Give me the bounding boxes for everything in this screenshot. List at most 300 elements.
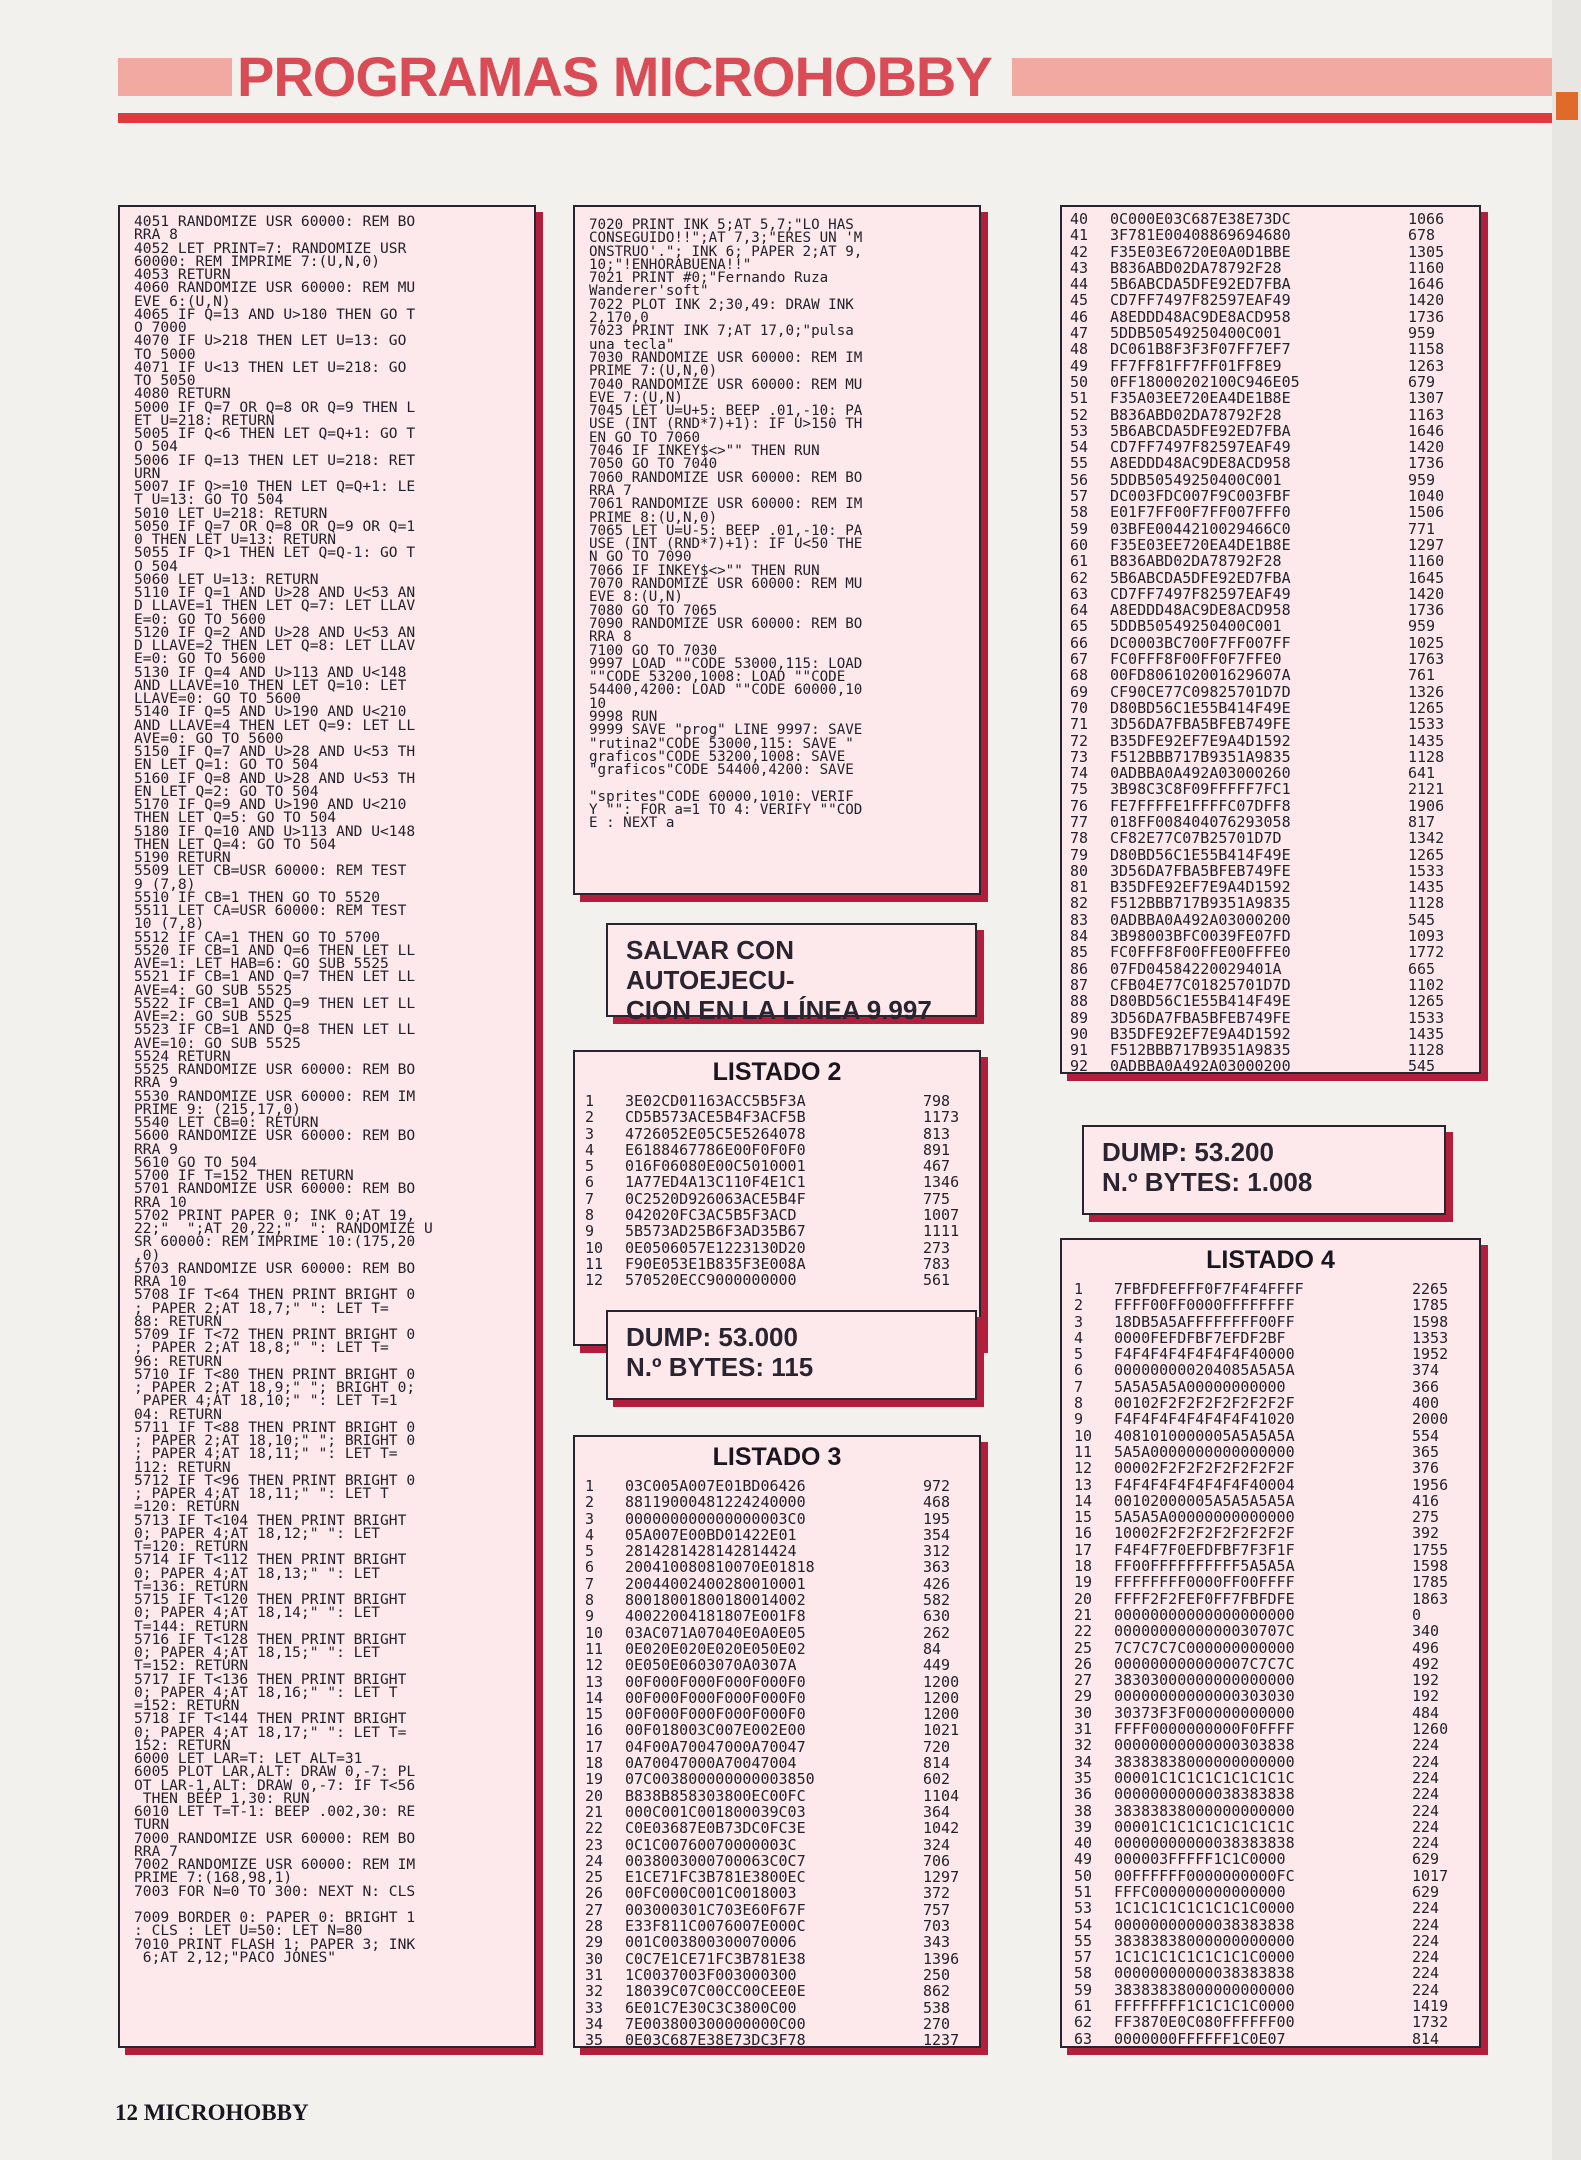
hex-data: 07C003800000000003850 (625, 1770, 815, 1789)
code-line: 0; PAPER 4;AT 18,16;" ": LET T (134, 1683, 398, 1701)
hex-data: 20044002400280010001 (625, 1574, 806, 1593)
hex-data: FFFF00FF0000FFFFFFFF (1114, 1296, 1295, 1315)
code-line: 7023 PRINT INK 7;AT 17,0;"pulsa (589, 323, 854, 340)
hex-data: 30373F3F000000000000 (1114, 1703, 1295, 1722)
line-number: 67 (1070, 650, 1089, 669)
checksum: 224 (1412, 1834, 1440, 1853)
code-line: 5708 IF T<64 THEN PRINT BRIGHT 0 (134, 1286, 416, 1304)
line-number: 16 (585, 1721, 604, 1740)
hex-data: F90E053E1B835F3E008A (625, 1254, 806, 1273)
hex-row (1074, 1493, 1448, 1509)
hex-data: 5B6ABCDA5DFE92ED7FBA (1110, 568, 1291, 587)
hex-row (585, 1223, 959, 1239)
listado-4-panel (1060, 1238, 1481, 2048)
checksum: 224 (1412, 1817, 1440, 1836)
hex-data: 4726052E05C5E5264078 (625, 1124, 806, 1143)
code-line: 5050 IF Q=7 OR Q=8 OR Q=9 OR Q=1 (134, 517, 416, 535)
hex-row (1070, 260, 1444, 276)
line-number: 1 (585, 1092, 595, 1110)
hex-row (1070, 847, 1444, 863)
line-number: 63 (1074, 2029, 1093, 2048)
hex-data: 5B6ABCDA5DFE92ED7FBA (1110, 421, 1291, 440)
hex-data: 0C2520D926063ACE5B4F (625, 1189, 806, 1208)
checksum: 1173 (923, 1108, 960, 1127)
code-line: O 7000 (134, 319, 187, 336)
checksum: 1326 (1408, 682, 1445, 701)
hex-row (1070, 781, 1444, 797)
hex-data: 5A5A0000000000000000 (1114, 1442, 1295, 1461)
page-footer: 12 MICROHOBBY (115, 2100, 309, 2125)
code-line: EN LET Q=2: GO TO 504 (134, 782, 319, 800)
code-line: 7040 RANDOMIZE USR 60000: REM MU (589, 376, 863, 393)
hex-data: F512BBB717B9351A9835 (1110, 894, 1291, 913)
code-line: 04: RETURN (134, 1405, 222, 1423)
code-line: RRA 7 (134, 1842, 178, 1860)
hex-row (1070, 1042, 1444, 1058)
checksum (1412, 2047, 1448, 2048)
hex-data: 000000000204085A5A5A (1114, 1361, 1295, 1380)
code-line: 5521 IF CB=1 AND Q=7 THEN LET LL (134, 968, 416, 986)
line-number: 2 (585, 1493, 595, 1512)
hex-data: F35E03E6720E0A0D1BBE (1110, 242, 1291, 261)
line-number: 12 (585, 1271, 604, 1290)
line-number: 51 (1074, 1882, 1093, 1901)
code-line: 5510 IF CB=1 THEN GO TO 5520 (134, 888, 381, 906)
hex-row (1070, 635, 1444, 651)
line-number: 83 (1070, 910, 1089, 929)
checksum: 545 (1408, 1057, 1436, 1074)
hex-row (585, 1967, 959, 1983)
code-line: 5530 RANDOMIZE USR 60000: REM IM (134, 1087, 416, 1105)
line-number: 34 (585, 2014, 604, 2033)
hex-data: 5DDB50549250400C001 (1110, 470, 1282, 489)
hex-data: CF82E77C07B25701D7D (1110, 829, 1282, 848)
hex-data: 3F781E00408869694680 (1110, 226, 1291, 245)
checksum: 1265 (1408, 698, 1445, 717)
hex-data: 00F000F000F000F000F0 (625, 1705, 806, 1724)
hex-data: FFFC000000000000000 (1114, 1882, 1286, 1901)
hex-row (585, 1918, 959, 1934)
hex-data: 00000000000038383838 (1114, 1834, 1295, 1853)
code-line: PAPER 4;AT 18,10;" ": LET T=1 (134, 1392, 398, 1410)
checksum: 1066 (1408, 210, 1445, 228)
checksum: 224 (1412, 1736, 1440, 1755)
line-number: 24 (585, 1851, 604, 1870)
checksum: 1128 (1408, 747, 1445, 766)
code-line: 54400,4200: LOAD ""CODE 60000,10 (589, 682, 863, 699)
checksum: 192 (1412, 1671, 1440, 1690)
hex-row (1070, 488, 1444, 504)
hex-data: 0ADBBA0A492A03000200 (1110, 910, 1291, 929)
code-line: USE (INT (RND*7)+1): IF U>150 TH (589, 416, 863, 433)
hex-row (1070, 407, 1444, 423)
checksum: 1785 (1412, 1573, 1449, 1592)
hex-row (1070, 521, 1444, 537)
hex-row (585, 1256, 959, 1272)
checksum: 545 (1408, 910, 1436, 929)
code-line: PRIME 7:(168,98,1) (134, 1869, 293, 1887)
hex-data: 018FF008404076293058 (1110, 812, 1291, 831)
checksum: 1420 (1408, 291, 1445, 310)
checksum: 1533 (1408, 1008, 1445, 1027)
line-number: 90 (1070, 1024, 1089, 1043)
autorun-note-box (606, 923, 977, 1025)
code-line: T=144: RETURN (134, 1617, 249, 1635)
hex-row (1074, 2014, 1448, 2030)
hex-row (585, 1983, 959, 1999)
autorun-note-line-1: SALVAR CON AUTOEJECU- (626, 935, 795, 995)
code-line: 4071 IF U<13 THEN LET U=218: GO (134, 358, 407, 376)
code-line: RRA 10 (134, 1273, 187, 1290)
checksum: 1128 (1408, 1041, 1445, 1060)
line-number: 65 (1070, 617, 1089, 636)
checksum: 1111 (923, 1222, 960, 1241)
checksum: 1297 (923, 1868, 960, 1887)
code-line: 5525 RANDOMIZE USR 60000: REM BO (134, 1061, 416, 1078)
hex-data: 38383838000000000000 (1114, 1801, 1295, 1820)
hex-data: 570520ECC9000000000 (625, 1271, 797, 1290)
code-line: AVE=0: GO TO 5600 (134, 729, 284, 747)
checksum: 224 (1412, 1915, 1440, 1934)
checksum: 363 (923, 1558, 951, 1577)
hex-data: 00000000000000303030 (1114, 1687, 1295, 1706)
hex-row (1070, 276, 1444, 292)
hex-row (1070, 602, 1444, 618)
hex-data: E33F811C0076007E000C (625, 1917, 806, 1936)
line-number: 48 (1070, 340, 1089, 359)
code-line: AND LLAVE=4 THEN LET Q=9: LET LL (134, 716, 416, 734)
hex-row (585, 1771, 959, 1787)
hex-data: 00102000005A5A5A5A5A (1114, 1491, 1295, 1510)
checksum: 1260 (1412, 1720, 1449, 1739)
hex-data: 5B6ABCDA5DFE92ED7FBA (1110, 275, 1291, 294)
code-line: 7030 RANDOMIZE USR 60000: REM IM (589, 349, 863, 366)
hex-row (1074, 1362, 1448, 1378)
checksum: 757 (923, 1900, 951, 1919)
hex-data: 80018001800180014002 (625, 1591, 806, 1610)
code-line: graficos"CODE 53200,1008: SAVE (589, 748, 846, 765)
code-line: una tecla" (589, 336, 675, 353)
hex-data: 00001C1C1C1C1C1C1C1C (1114, 1817, 1295, 1836)
hex-row (1074, 1395, 1448, 1411)
hex-data: 00000000000000000000 (1114, 1605, 1295, 1624)
code-line: 60000: REM IMPRIME 7:(U,N,0) (134, 252, 381, 270)
line-number: 13 (1074, 1475, 1093, 1494)
line-number: 52 (1070, 405, 1089, 424)
hex-row (585, 1885, 959, 1901)
code-line: RRA 10 (134, 1193, 187, 1211)
hex-row (585, 1142, 959, 1158)
hex-row (585, 1788, 959, 1804)
code-line: 7061 RANDOMIZE USR 60000: REM IM (589, 496, 863, 513)
hex-row (1070, 358, 1444, 374)
listado-3-table (585, 1478, 959, 2048)
code-line: EVE 8:(U,N) (589, 589, 683, 606)
hex-row (1070, 227, 1444, 243)
checksum: 365 (1412, 1442, 1440, 1461)
code-line: 7009 BORDER 0: PAPER 0: BRIGHT 1 (134, 1909, 416, 1926)
code-line: 5060 LET U=13: RETURN (134, 570, 319, 588)
hex-data: 0ADBBA0A492A03000200 (1110, 1057, 1291, 1074)
checksum: 340 (1412, 1622, 1440, 1641)
line-number: 1 (585, 1477, 595, 1495)
hex-row (1074, 1982, 1448, 1998)
hex-data: 4081010000005A5A5A5A (1114, 1426, 1295, 1445)
hex-row (1074, 1525, 1448, 1541)
code-line: =152: RETURN (134, 1697, 240, 1714)
hex-data: 6E01C7E30C3C3800C00 (625, 1998, 797, 2017)
code-line: 5709 IF T<72 THEN PRINT BRIGHT 0 (134, 1326, 416, 1343)
checksum: 771 (1408, 519, 1436, 538)
hex-data: 5DDB50549250400C001 (1110, 617, 1282, 636)
code-line: 5006 IF Q=13 THEN LET U=218: RET (134, 451, 416, 469)
code-line: 9999 SAVE "prog" LINE 9997: SAVE (589, 722, 863, 739)
hex-data: CD7FF7497F82597EAF49 (1110, 584, 1291, 603)
checksum: 1160 (1408, 258, 1445, 277)
line-number: 9 (585, 1222, 595, 1241)
code-line: 5600 RANDOMIZE USR 60000: REM BO (134, 1127, 416, 1145)
line-number: 32 (1074, 1736, 1093, 1755)
line-number: 15 (585, 1705, 604, 1724)
code-line: 9998 RUN (589, 708, 658, 725)
dump-box-1-bytes: N.º BYTES: 115 (626, 1352, 814, 1382)
code-line: 5716 IF T<128 THEN PRINT BRIGHT (134, 1630, 407, 1648)
hex-data: 0E020E020E020E050E02 (625, 1639, 806, 1658)
line-number: 35 (585, 2031, 604, 2048)
line-number: 71 (1070, 715, 1089, 734)
checksum: 1265 (1408, 845, 1445, 864)
checksum: 814 (923, 1754, 951, 1773)
code-line: LLAVE=0: GO TO 5600 (134, 690, 301, 707)
hex-data: A8EDDD48AC9DE8ACD958 (1110, 307, 1291, 326)
checksum: 1533 (1408, 861, 1445, 880)
dump-box-1-address: DUMP: 53.000 (626, 1322, 798, 1352)
hex-row (1074, 1819, 1448, 1835)
hex-data: 000000000000000003C0 (625, 1509, 806, 1528)
checksum: 224 (1412, 1964, 1440, 1983)
code-line: 5524 RETURN (134, 1047, 231, 1065)
hex-row (1070, 749, 1444, 765)
code-line: 4052 LET PRINT=7: RANDOMIZE USR (134, 239, 407, 257)
hex-data: C0C7E1CE71FC3B781E38 (625, 1949, 806, 1968)
line-number: 68 (1070, 666, 1089, 685)
code-line: USE (INT (RND*7)+1): IF U<50 THE (589, 536, 863, 553)
hex-row (1074, 1623, 1448, 1639)
line-number: 61 (1070, 552, 1089, 571)
hex-row (1070, 439, 1444, 455)
hex-row (1070, 472, 1444, 488)
checksum: 814 (1412, 2029, 1440, 2048)
code-line: 5512 IF CA=1 THEN GO TO 5700 (134, 928, 381, 946)
line-number: 40 (1070, 210, 1089, 228)
line-number: 29 (1074, 1687, 1093, 1706)
code-line: D LLAVE=1 THEN LET Q=7: LET LLAV (134, 597, 416, 615)
line-number: 46 (1070, 307, 1089, 326)
code-line: 0; PAPER 4;AT 18,12;" ": LET (134, 1524, 381, 1542)
checksum: 492 (1412, 1654, 1440, 1673)
line-number: 91 (1070, 1041, 1089, 1060)
line-number: 49 (1074, 1850, 1093, 1869)
code-line: 5610 GO TO 504 (134, 1153, 258, 1171)
hex-row (1070, 830, 1444, 846)
checksum: 1237 (923, 2031, 960, 2048)
hex-data: 001C003800300070006 (625, 1933, 797, 1952)
hex-data: B836ABD02DA78792F28 (1110, 552, 1282, 571)
hex-row (1074, 1379, 1448, 1395)
line-number: 29 (585, 1933, 604, 1952)
hex-row (1074, 1884, 1448, 1900)
code-line: 5511 LET CA=USR 60000: REM TEST (134, 902, 407, 919)
code-line: 22;" ";AT 20,22;" ": RANDOMIZE U (134, 1220, 433, 1237)
line-number: 74 (1070, 764, 1089, 783)
line-number: 47 (1070, 324, 1089, 343)
line-number: 30 (1074, 1703, 1093, 1722)
checksum: 2000 (1412, 1410, 1449, 1429)
listado-2-table (585, 1093, 959, 1289)
code-line: 4060 RANDOMIZE USR 60000: REM MU (134, 279, 416, 297)
line-number: 3 (585, 1124, 595, 1143)
code-line: 2,170,0 (589, 310, 649, 327)
checksum: 582 (923, 1591, 951, 1610)
hex-row (585, 1608, 959, 1624)
line-number: 19 (585, 1770, 604, 1789)
checksum: 1732 (1412, 2013, 1449, 2032)
checksum: 1598 (1412, 1312, 1449, 1331)
checksum: 468 (923, 1493, 951, 1512)
line-number: 45 (1070, 291, 1089, 310)
line-number: 55 (1070, 454, 1089, 473)
hex-row (1070, 733, 1444, 749)
hex-row (1070, 1058, 1444, 1074)
hex-data: FFFFFFFF1C1C1C1C0000 (1114, 1997, 1295, 2016)
hex-data: CD5B573ACE5B4F3ACF5B (625, 1108, 806, 1127)
code-line: 7066 IF INKEY$<>"" THEN RUN (589, 562, 820, 579)
hex-data: 3E02CD01163ACC5B5F3A (625, 1092, 806, 1110)
hex-data: CF90CE77C09825701D7D (1110, 682, 1291, 701)
code-line: 9997 LOAD ""CODE 53000,115: LOAD (589, 655, 863, 672)
hex-row (585, 1674, 959, 1690)
hex-row (1074, 1786, 1448, 1802)
line-number: 30 (585, 1949, 604, 1968)
hex-data: 1A77ED4A13C110F4E1C1 (625, 1173, 806, 1192)
hex-data: 0FF18000202100C946E05 (1110, 372, 1300, 391)
code-line: 4051 RANDOMIZE USR 60000: REM BO (134, 213, 416, 230)
checksum: 1646 (1408, 421, 1445, 440)
hex-data: F4F4F4F4F4F4F4F40000 (1114, 1345, 1295, 1364)
line-number: 7 (1074, 1377, 1084, 1396)
code-line: 7010 PRINT FLASH 1; PAPER 3; INK (134, 1935, 416, 1953)
checksum: 1906 (1408, 796, 1445, 815)
checksum: 1265 (1408, 992, 1445, 1011)
hex-data: CD7FF7497F82597EAF49 (1110, 438, 1291, 457)
line-number: 10 (1074, 1426, 1093, 1445)
line-number: 53 (1070, 421, 1089, 440)
line-number: 3 (585, 1509, 595, 1528)
line-number: 75 (1070, 780, 1089, 799)
line-number: 53 (1074, 1899, 1093, 1918)
hex-row (1074, 1509, 1448, 1525)
line-number: 17 (585, 1737, 604, 1756)
line-number: 25 (1074, 1638, 1093, 1657)
line-number: 1 (1074, 1280, 1084, 1298)
code-line: 7022 PLOT INK 2;30,49: DRAW INK (589, 296, 854, 313)
code-line: 7070 RANDOMIZE USR 60000: REM MU (589, 576, 863, 593)
code-line: AVE=10: GO SUB 5525 (134, 1034, 301, 1052)
checksum: 1533 (1408, 715, 1445, 734)
line-number: 49 (1070, 356, 1089, 375)
autorun-note-line-2: CION EN LA LÍNEA 9.997 (626, 995, 932, 1025)
code-line: ONSTRUO'."; INK 6; PAPER 2;AT 9, (589, 243, 863, 260)
code-line: "rutina2"CODE 53000,115: SAVE " (589, 735, 854, 752)
hex-data: FC0FFF8F00FF0F7FFE0 (1110, 650, 1282, 669)
code-line: 7065 LET U=U-5: BEEP .01,-10: PA (589, 522, 863, 539)
line-number: 60 (1070, 535, 1089, 554)
hex-data: 38383838000000000000 (1114, 1980, 1295, 1999)
checksum: 275 (1412, 1508, 1440, 1527)
hex-data: 10002F2F2F2F2F2F2F2F (1114, 1524, 1295, 1543)
code-line: 7021 PRINT #0;"Fernando Ruza (589, 270, 829, 287)
code-line: D LLAVE=2 THEN LET Q=8: LET LLAV (134, 637, 416, 654)
code-line: 5540 LET CB=0: RETURN (134, 1114, 319, 1131)
hex-row (585, 1093, 959, 1109)
hex-row (585, 1641, 959, 1657)
checksum: 1736 (1408, 601, 1445, 620)
checksum: 679 (1408, 372, 1436, 391)
hex-data: 00002F2F2F2F2F2F2F2F (1114, 1459, 1295, 1478)
checksum: 561 (923, 1271, 951, 1290)
hex-row (585, 1755, 959, 1771)
code-line: TO 5050 (134, 372, 196, 389)
hex-data: E6188467786E00F0F0F0 (625, 1140, 806, 1159)
hex-row (1074, 1346, 1448, 1362)
dump-box-2-bytes: N.º BYTES: 1.008 (1102, 1167, 1313, 1197)
checksum: 1646 (1408, 275, 1445, 294)
hex-data: A8EDDD48AC9DE8ACD958 (1110, 601, 1291, 620)
hex-data: 00FC000C001C0018003 (625, 1884, 797, 1903)
basic-listing-code-1 (120, 207, 534, 1972)
checksum: 1307 (1408, 389, 1445, 408)
hex-row (1070, 928, 1444, 944)
hex-data: 0038003000700063C0C7 (625, 1851, 806, 1870)
hex-row (1074, 1281, 1448, 1297)
code-line: 5714 IF T<112 THEN PRINT BRIGHT (134, 1551, 407, 1569)
hex-data: B836ABD02DA78792F28 (1110, 405, 1282, 424)
hex-data: FE7FFFFE1FFFFC07DFF8 (1110, 796, 1291, 815)
checksum: 416 (1412, 1491, 1440, 1510)
code-line: 7020 PRINT INK 5;AT 5,7;"LO HAS (589, 217, 854, 233)
checksum: 641 (1408, 764, 1436, 783)
hex-data: 000C001C001800039C03 (625, 1802, 806, 1821)
line-number: 14 (585, 1688, 604, 1707)
line-number: 8 (585, 1591, 595, 1610)
hex-row (585, 1576, 959, 1592)
line-number: 76 (1070, 796, 1089, 815)
checksum: 0 (1412, 1605, 1422, 1624)
line-number: 59 (1070, 519, 1089, 538)
code-line: O 504 (134, 557, 178, 575)
checksum: 1160 (1408, 552, 1445, 571)
dump-box-1 (606, 1310, 977, 1400)
hex-row (585, 1625, 959, 1641)
line-number: 33 (585, 1998, 604, 2017)
hex-data: 7FBFDFEFFF0F7F4F4FFFF (1114, 1280, 1304, 1298)
hex-data: 0C000E03C687E38E73DC (1110, 210, 1291, 228)
line-number: 9 (585, 1607, 595, 1626)
hex-data: F512BBB717B9351A9835 (1110, 1041, 1291, 1060)
checksum: 1007 (923, 1206, 960, 1225)
listado-3-panel (573, 1435, 981, 2048)
checksum: 1163 (1408, 405, 1445, 424)
